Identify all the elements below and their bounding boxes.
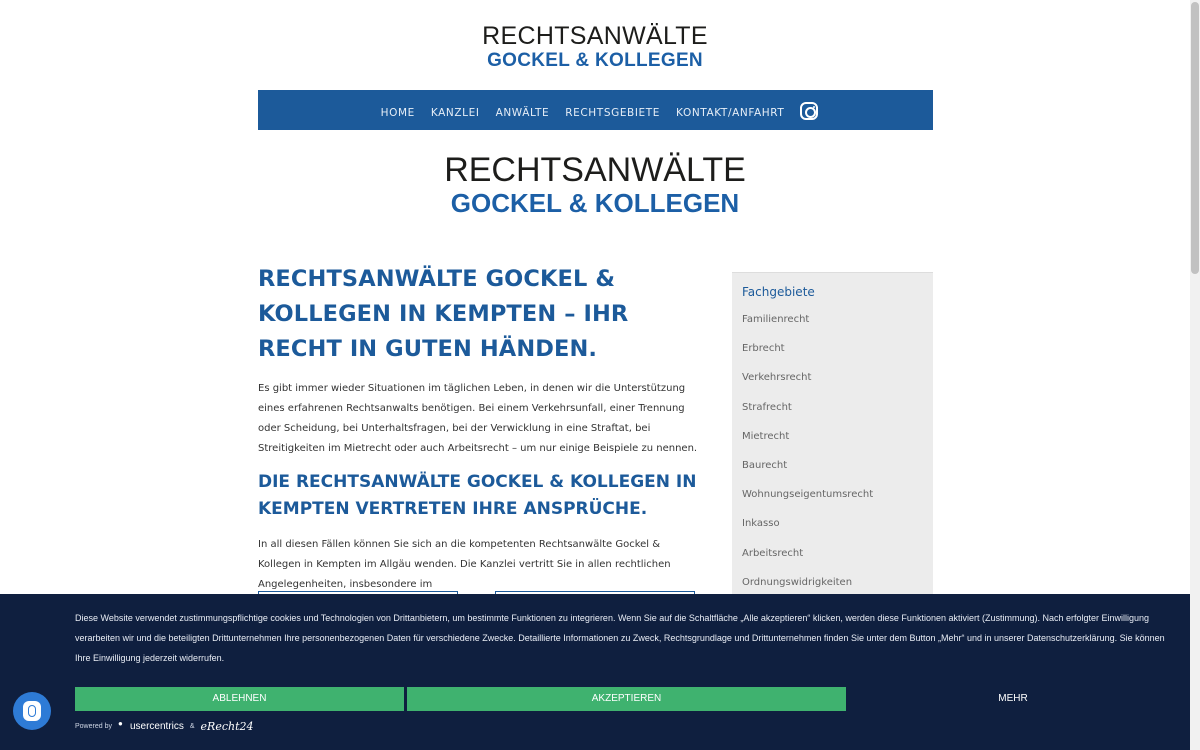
usercentrics-label: usercentrics	[129, 721, 184, 732]
site-logo[interactable]	[0, 22, 1190, 72]
nav-item-kontakt[interactable]: KONTAKT/ANFAHRT	[676, 107, 785, 119]
cookie-banner	[0, 594, 1190, 750]
hero-logo-line1: RECHTSANWÄLTE	[444, 151, 746, 189]
privacy-settings-button[interactable]	[13, 692, 51, 730]
page-title: RECHTSANWÄLTE GOCKEL & KOLLEGEN IN KEMPTEN – IHR RECHT IN GUTEN HÄNDEN.	[258, 266, 629, 362]
sidebar-item-strafrecht[interactable]: Strafrecht	[742, 401, 792, 413]
usercentrics-logo[interactable]	[118, 721, 184, 732]
sidebar-item-erbrecht[interactable]: Erbrecht	[742, 343, 785, 355]
deny-button[interactable]: ABLEHNEN	[75, 687, 404, 711]
fingerprint-icon	[23, 701, 41, 721]
nav-item-home[interactable]: HOME	[380, 107, 415, 119]
page-scrollbar[interactable]	[1190, 0, 1200, 750]
hero-logo	[0, 152, 1190, 218]
sidebar-item-ordnungswidrigkeiten[interactable]: Ordnungswidrigkeiten	[742, 576, 853, 588]
sidebar-list	[742, 313, 873, 605]
sidebar-item-inkasso[interactable]: Inkasso	[742, 518, 780, 530]
logo-line1: RECHTSANWÄLTE	[482, 22, 708, 50]
usercentrics-icon	[118, 722, 128, 732]
sidebar-item-verkehrsrecht[interactable]: Verkehrsrecht	[742, 372, 812, 384]
sidebar-item-mietrecht[interactable]: Mietrecht	[742, 430, 790, 442]
accept-button[interactable]: AKZEPTIEREN	[407, 687, 846, 711]
nav-item-anwaelte[interactable]: ANWÄLTE	[495, 107, 550, 119]
sidebar-item-familienrecht[interactable]: Familienrecht	[742, 314, 810, 325]
hero-logo-line2: GOCKEL & KOLLEGEN	[450, 188, 740, 218]
ampersand: &	[189, 723, 195, 730]
powered-by	[75, 720, 254, 733]
sidebar-fachgebiete	[732, 272, 933, 603]
sidebar-item-wohnungseigentumsrecht[interactable]: Wohnungseigentumsrecht	[742, 489, 874, 501]
more-button[interactable]: MEHR	[998, 693, 1028, 704]
powered-by-label: Powered by	[75, 723, 112, 730]
scrollbar-thumb[interactable]	[1191, 2, 1199, 274]
logo-line2: GOCKEL & KOLLEGEN	[487, 50, 703, 71]
section-heading: DIE RECHTSANWÄLTE GOCKEL & KOLLEGEN IN KEMPTEN VERTRETEN IHRE ANSPRÜCHE.	[258, 472, 697, 519]
sidebar-item-baurecht[interactable]: Baurecht	[742, 459, 788, 471]
main-content	[258, 262, 698, 595]
sidebar-item-arbeitsrecht[interactable]: Arbeitsrecht	[742, 547, 804, 559]
nav-item-kanzlei[interactable]: KANZLEI	[430, 107, 480, 119]
sidebar-title: Fachgebiete	[742, 285, 815, 299]
erecht24-logo[interactable]: eRecht24	[200, 720, 254, 733]
nav-item-rechtsgebiete[interactable]: RECHTSGEBIETE	[565, 107, 661, 119]
main-navigation	[258, 90, 933, 130]
cookie-text: Diese Website verwendet zustimmungspflichtige cookies und Technologien von Drittanbietern, um bestimmte Funktionen zu integrieren. Wenn Sie auf die Schaltfläche „Alle akzeptieren“ klicken, werden diese Funktionen aktiviert (Zustimmung). Nach erfolgter Einwilligung verarbeiten wir und die beteiligten Drittunternehmen Ihre personenbezogenen Daten für verschiedene Zwecke. Detaillierte Informationen zu Zweck, Rechtsgrundlage und Drittunternehmen finden Sie unter dem Button „Mehr“ und in unserer Datenschutzerklärung. Sie können Ihre Einwilligung jederzeit widerrufen.	[75, 613, 1165, 663]
instagram-icon[interactable]	[800, 102, 818, 120]
intro-paragraph: Es gibt immer wieder Situationen im täglichen Leben, in denen wir die Unterstützung eines erfahrenen Rechtsanwalts benötigen. Bei einem Verkehrsunfall, einer Trennung oder Scheidung, bei Unterhaltsfragen, bei der Verwicklung in eine Straftat, bei Streitigkeiten im Mietrecht oder auch Arbeitsrecht – um nur einige Beispiele zu nennen.	[258, 383, 698, 454]
section-paragraph: In all diesen Fällen können Sie sich an die kompetenten Rechtsanwälte Gockel & Kollegen in Kempten im Allgäu wenden. Die Kanzlei vertritt Sie in allen rechtlichen Angelegenheiten, insbesondere im	[258, 539, 671, 590]
